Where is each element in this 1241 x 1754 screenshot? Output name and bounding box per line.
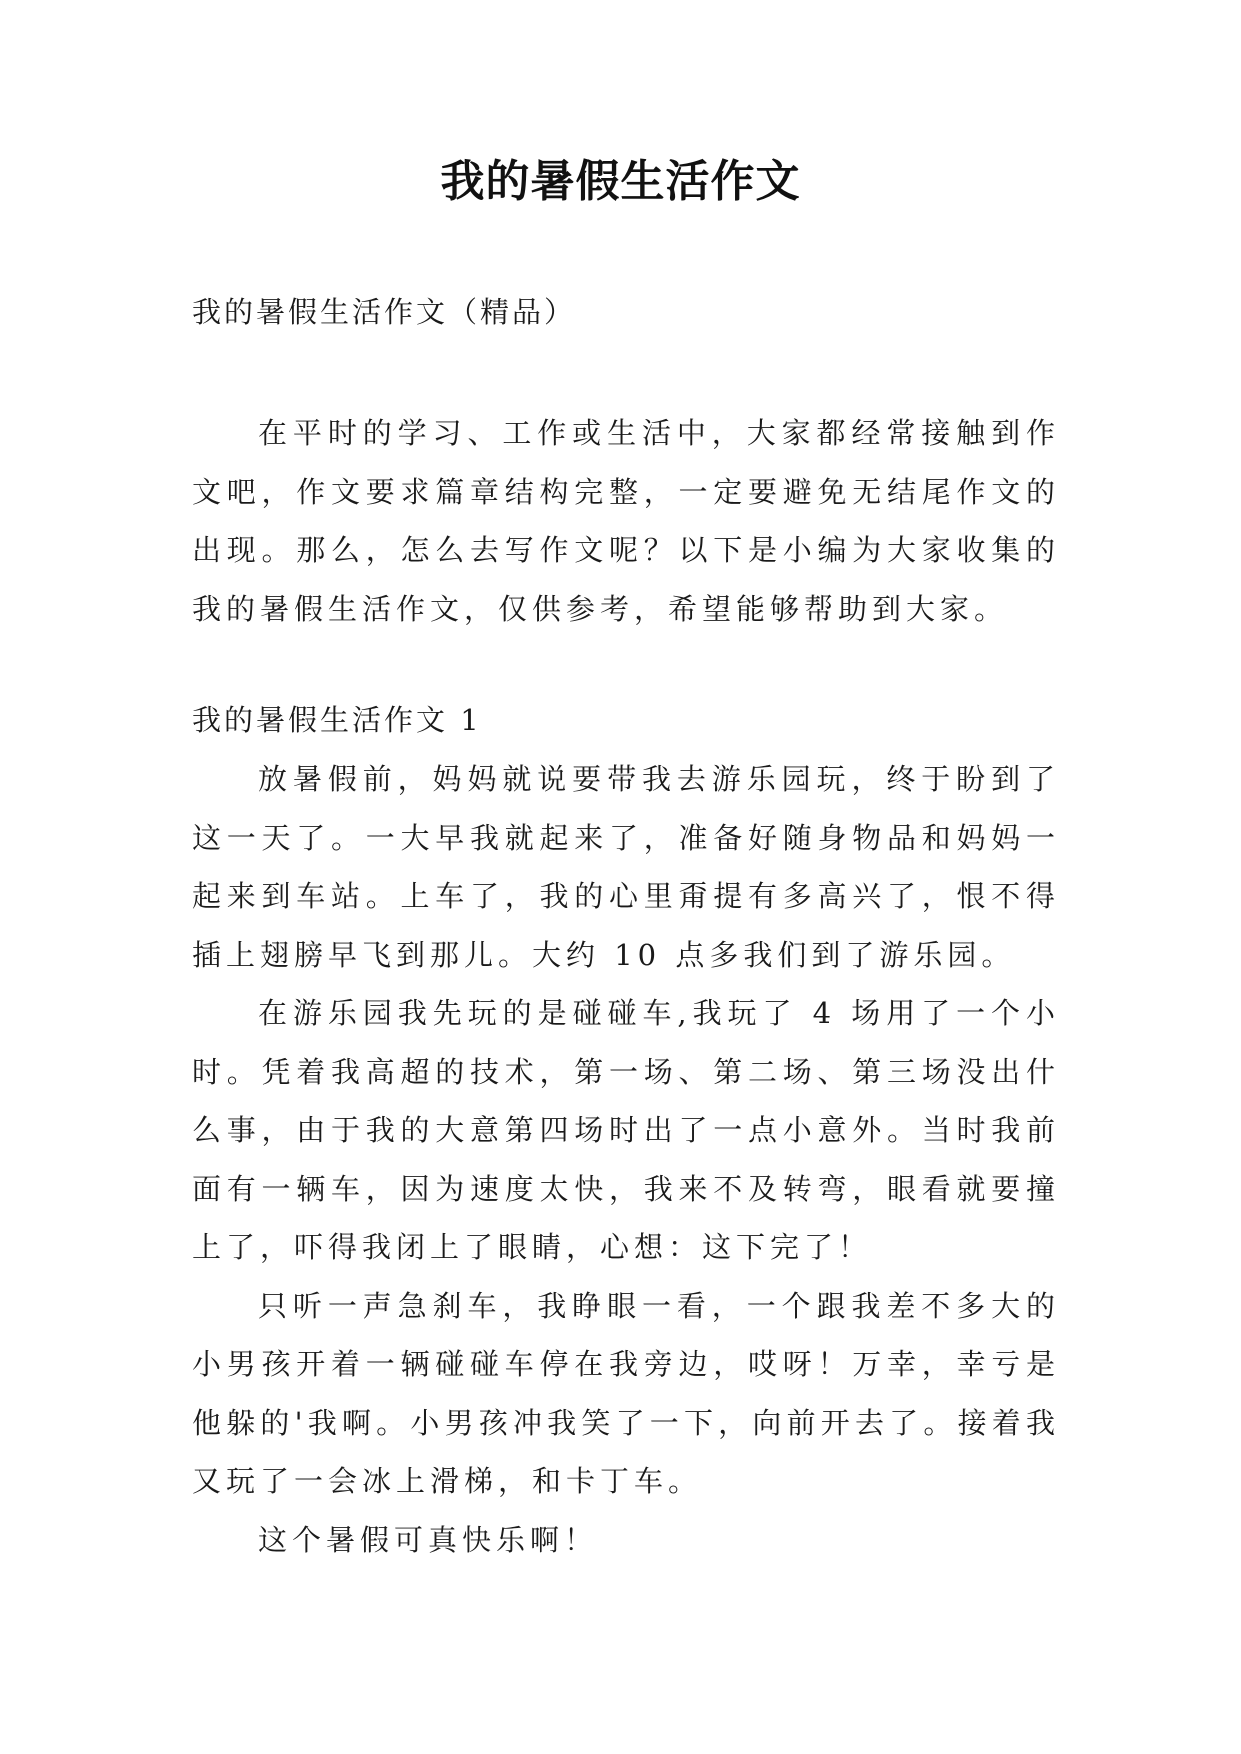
section-heading: 我的暑假生活作文 1	[192, 703, 482, 737]
story-paragraph-4: 这个暑假可真快乐啊！	[258, 1522, 599, 1557]
story-block	[192, 750, 1060, 1569]
story-paragraph-1: 放暑假前，妈妈就说要带我去游乐园玩，终于盼到了这一天了。一大早我就起来了，准备好随身物品和妈妈一起来到车站。上车了，我的心里甭提有多高兴了，恨不得插上翅膀早飞到那儿。大约 10 点多我们到了游乐园。	[192, 762, 1060, 972]
intro-paragraph: 在平时的学习、工作或生活中，大家都经常接触到作文吧，作文要求篇章结构完整，一定要避免无结尾作文的出现。那么，怎么去写作文呢？以下是小编为大家收集的我的暑假生活作文，仅供参考，希望能够帮助到大家。	[192, 416, 1060, 626]
intro-block	[192, 404, 1060, 638]
document-title: 我的暑假生活作文	[440, 156, 801, 207]
story-paragraph-3: 只听一声急刹车，我睁眼一看，一个跟我差不多大的小男孩开着一辆碰碰车停在我旁边，哎呀！万幸，幸亏是他躲的'我啊。小男孩冲我笑了一下，向前开去了。接着我又玩了一会冰上滑梯，和卡丁车。	[192, 1288, 1060, 1498]
document-subtitle: 我的暑假生活作文（精品）	[192, 295, 577, 329]
story-paragraph-2: 在游乐园我先玩的是碰碰车,我玩了 4 场用了一个小时。凭着我高超的技术，第一场、第二场、第三场没出什么事，由于我的大意第四场时出了一点小意外。当时我前面有一辆车，因为速度太快，我来不及转弯，眼看就要撞上了，吓得我闭上了眼睛，心想：这下完了！	[192, 996, 1060, 1264]
